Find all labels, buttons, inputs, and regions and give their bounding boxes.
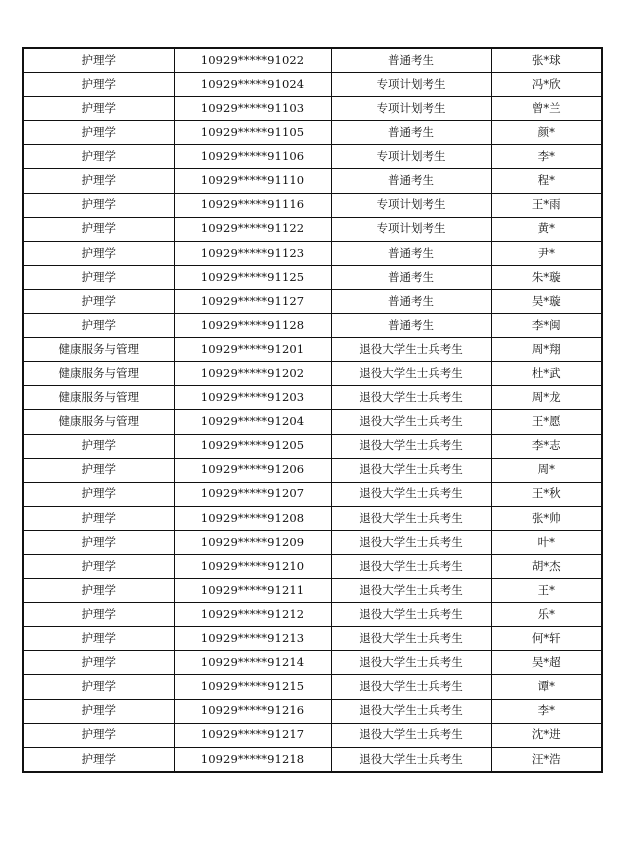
table-row — [23, 627, 602, 651]
candidate-name-cell: 李* — [491, 145, 602, 169]
exam-id-cell: 10929*****91203 — [174, 386, 331, 410]
major-cell: 护理学 — [23, 651, 174, 675]
category-cell: 退役大学生士兵考生 — [331, 362, 491, 386]
exam-id-cell: 10929*****91022 — [174, 48, 331, 73]
table-row — [23, 530, 602, 554]
major-cell: 健康服务与管理 — [23, 338, 174, 362]
category-cell: 退役大学生士兵考生 — [331, 410, 491, 434]
category-cell: 退役大学生士兵考生 — [331, 675, 491, 699]
table-row — [23, 73, 602, 97]
exam-id-cell: 10929*****91110 — [174, 169, 331, 193]
major-cell: 护理学 — [23, 314, 174, 338]
category-cell: 退役大学生士兵考生 — [331, 530, 491, 554]
category-cell: 普通考生 — [331, 169, 491, 193]
major-cell: 护理学 — [23, 506, 174, 530]
candidate-name-cell: 何*轩 — [491, 627, 602, 651]
table-row — [23, 241, 602, 265]
table-row — [23, 289, 602, 313]
table-row — [23, 265, 602, 289]
category-cell: 退役大学生士兵考生 — [331, 386, 491, 410]
category-cell: 普通考生 — [331, 289, 491, 313]
table-row — [23, 169, 602, 193]
table-row — [23, 410, 602, 434]
exam-id-cell: 10929*****91216 — [174, 699, 331, 723]
exam-id-cell: 10929*****91123 — [174, 241, 331, 265]
admission-table-body — [23, 48, 602, 772]
table-row — [23, 651, 602, 675]
exam-id-cell: 10929*****91105 — [174, 121, 331, 145]
candidate-name-cell: 王*愿 — [491, 410, 602, 434]
major-cell: 护理学 — [23, 579, 174, 603]
category-cell: 退役大学生士兵考生 — [331, 338, 491, 362]
table-row — [23, 48, 602, 73]
major-cell: 护理学 — [23, 193, 174, 217]
major-cell: 健康服务与管理 — [23, 362, 174, 386]
table-row — [23, 603, 602, 627]
category-cell: 退役大学生士兵考生 — [331, 458, 491, 482]
exam-id-cell: 10929*****91024 — [174, 73, 331, 97]
major-cell: 护理学 — [23, 48, 174, 73]
category-cell: 退役大学生士兵考生 — [331, 723, 491, 747]
category-cell: 专项计划考生 — [331, 145, 491, 169]
table-row — [23, 386, 602, 410]
table-row — [23, 314, 602, 338]
table-row — [23, 338, 602, 362]
candidate-name-cell: 谭* — [491, 675, 602, 699]
exam-id-cell: 10929*****91205 — [174, 434, 331, 458]
candidate-name-cell: 胡*杰 — [491, 554, 602, 578]
exam-id-cell: 10929*****91116 — [174, 193, 331, 217]
candidate-name-cell: 黄* — [491, 217, 602, 241]
candidate-name-cell: 李* — [491, 699, 602, 723]
major-cell: 护理学 — [23, 121, 174, 145]
category-cell: 专项计划考生 — [331, 97, 491, 121]
exam-id-cell: 10929*****91211 — [174, 579, 331, 603]
exam-id-cell: 10929*****91204 — [174, 410, 331, 434]
exam-id-cell: 10929*****91201 — [174, 338, 331, 362]
exam-id-cell: 10929*****91122 — [174, 217, 331, 241]
exam-id-cell: 10929*****91213 — [174, 627, 331, 651]
admission-list-sheet — [22, 47, 601, 773]
category-cell: 退役大学生士兵考生 — [331, 434, 491, 458]
candidate-name-cell: 叶* — [491, 530, 602, 554]
category-cell: 普通考生 — [331, 265, 491, 289]
candidate-name-cell: 周* — [491, 458, 602, 482]
major-cell: 护理学 — [23, 458, 174, 482]
major-cell: 护理学 — [23, 217, 174, 241]
major-cell: 护理学 — [23, 265, 174, 289]
admission-table — [22, 47, 603, 773]
exam-id-cell: 10929*****91103 — [174, 97, 331, 121]
category-cell: 退役大学生士兵考生 — [331, 554, 491, 578]
candidate-name-cell: 李*闽 — [491, 314, 602, 338]
candidate-name-cell: 杜*武 — [491, 362, 602, 386]
exam-id-cell: 10929*****91202 — [174, 362, 331, 386]
candidate-name-cell: 周*龙 — [491, 386, 602, 410]
candidate-name-cell: 张*帅 — [491, 506, 602, 530]
major-cell: 护理学 — [23, 723, 174, 747]
candidate-name-cell: 周*翔 — [491, 338, 602, 362]
exam-id-cell: 10929*****91209 — [174, 530, 331, 554]
candidate-name-cell: 汪*浩 — [491, 747, 602, 772]
category-cell: 普通考生 — [331, 241, 491, 265]
major-cell: 护理学 — [23, 169, 174, 193]
category-cell: 退役大学生士兵考生 — [331, 603, 491, 627]
exam-id-cell: 10929*****91210 — [174, 554, 331, 578]
category-cell: 普通考生 — [331, 314, 491, 338]
table-row — [23, 193, 602, 217]
candidate-name-cell: 颜* — [491, 121, 602, 145]
exam-id-cell: 10929*****91127 — [174, 289, 331, 313]
major-cell: 护理学 — [23, 554, 174, 578]
candidate-name-cell: 吴*超 — [491, 651, 602, 675]
table-row — [23, 579, 602, 603]
candidate-name-cell: 沈*进 — [491, 723, 602, 747]
candidate-name-cell: 李*志 — [491, 434, 602, 458]
major-cell: 护理学 — [23, 699, 174, 723]
candidate-name-cell: 吴*璇 — [491, 289, 602, 313]
candidate-name-cell: 朱*璇 — [491, 265, 602, 289]
category-cell: 普通考生 — [331, 48, 491, 73]
major-cell: 护理学 — [23, 73, 174, 97]
category-cell: 退役大学生士兵考生 — [331, 482, 491, 506]
major-cell: 护理学 — [23, 747, 174, 772]
category-cell: 退役大学生士兵考生 — [331, 579, 491, 603]
exam-id-cell: 10929*****91217 — [174, 723, 331, 747]
candidate-name-cell: 尹* — [491, 241, 602, 265]
category-cell: 退役大学生士兵考生 — [331, 651, 491, 675]
exam-id-cell: 10929*****91128 — [174, 314, 331, 338]
category-cell: 普通考生 — [331, 121, 491, 145]
major-cell: 健康服务与管理 — [23, 386, 174, 410]
table-row — [23, 747, 602, 772]
table-row — [23, 554, 602, 578]
candidate-name-cell: 乐* — [491, 603, 602, 627]
table-row — [23, 145, 602, 169]
candidate-name-cell: 王*秋 — [491, 482, 602, 506]
exam-id-cell: 10929*****91125 — [174, 265, 331, 289]
table-row — [23, 434, 602, 458]
table-row — [23, 699, 602, 723]
table-row — [23, 362, 602, 386]
table-row — [23, 723, 602, 747]
candidate-name-cell: 王*雨 — [491, 193, 602, 217]
table-row — [23, 506, 602, 530]
major-cell: 护理学 — [23, 482, 174, 506]
table-row — [23, 458, 602, 482]
category-cell: 专项计划考生 — [331, 73, 491, 97]
table-row — [23, 217, 602, 241]
table-row — [23, 97, 602, 121]
exam-id-cell: 10929*****91212 — [174, 603, 331, 627]
candidate-name-cell: 张*球 — [491, 48, 602, 73]
exam-id-cell: 10929*****91218 — [174, 747, 331, 772]
category-cell: 专项计划考生 — [331, 217, 491, 241]
exam-id-cell: 10929*****91106 — [174, 145, 331, 169]
major-cell: 护理学 — [23, 530, 174, 554]
exam-id-cell: 10929*****91208 — [174, 506, 331, 530]
candidate-name-cell: 程* — [491, 169, 602, 193]
major-cell: 护理学 — [23, 97, 174, 121]
candidate-name-cell: 冯*欣 — [491, 73, 602, 97]
table-row — [23, 482, 602, 506]
category-cell: 退役大学生士兵考生 — [331, 506, 491, 530]
candidate-name-cell: 曾*兰 — [491, 97, 602, 121]
exam-id-cell: 10929*****91206 — [174, 458, 331, 482]
exam-id-cell: 10929*****91207 — [174, 482, 331, 506]
candidate-name-cell: 王* — [491, 579, 602, 603]
major-cell: 护理学 — [23, 603, 174, 627]
major-cell: 护理学 — [23, 145, 174, 169]
major-cell: 护理学 — [23, 675, 174, 699]
major-cell: 护理学 — [23, 434, 174, 458]
major-cell: 护理学 — [23, 241, 174, 265]
category-cell: 专项计划考生 — [331, 193, 491, 217]
major-cell: 护理学 — [23, 627, 174, 651]
exam-id-cell: 10929*****91215 — [174, 675, 331, 699]
category-cell: 退役大学生士兵考生 — [331, 699, 491, 723]
major-cell: 护理学 — [23, 289, 174, 313]
major-cell: 健康服务与管理 — [23, 410, 174, 434]
table-row — [23, 675, 602, 699]
category-cell: 退役大学生士兵考生 — [331, 747, 491, 772]
exam-id-cell: 10929*****91214 — [174, 651, 331, 675]
table-row — [23, 121, 602, 145]
category-cell: 退役大学生士兵考生 — [331, 627, 491, 651]
